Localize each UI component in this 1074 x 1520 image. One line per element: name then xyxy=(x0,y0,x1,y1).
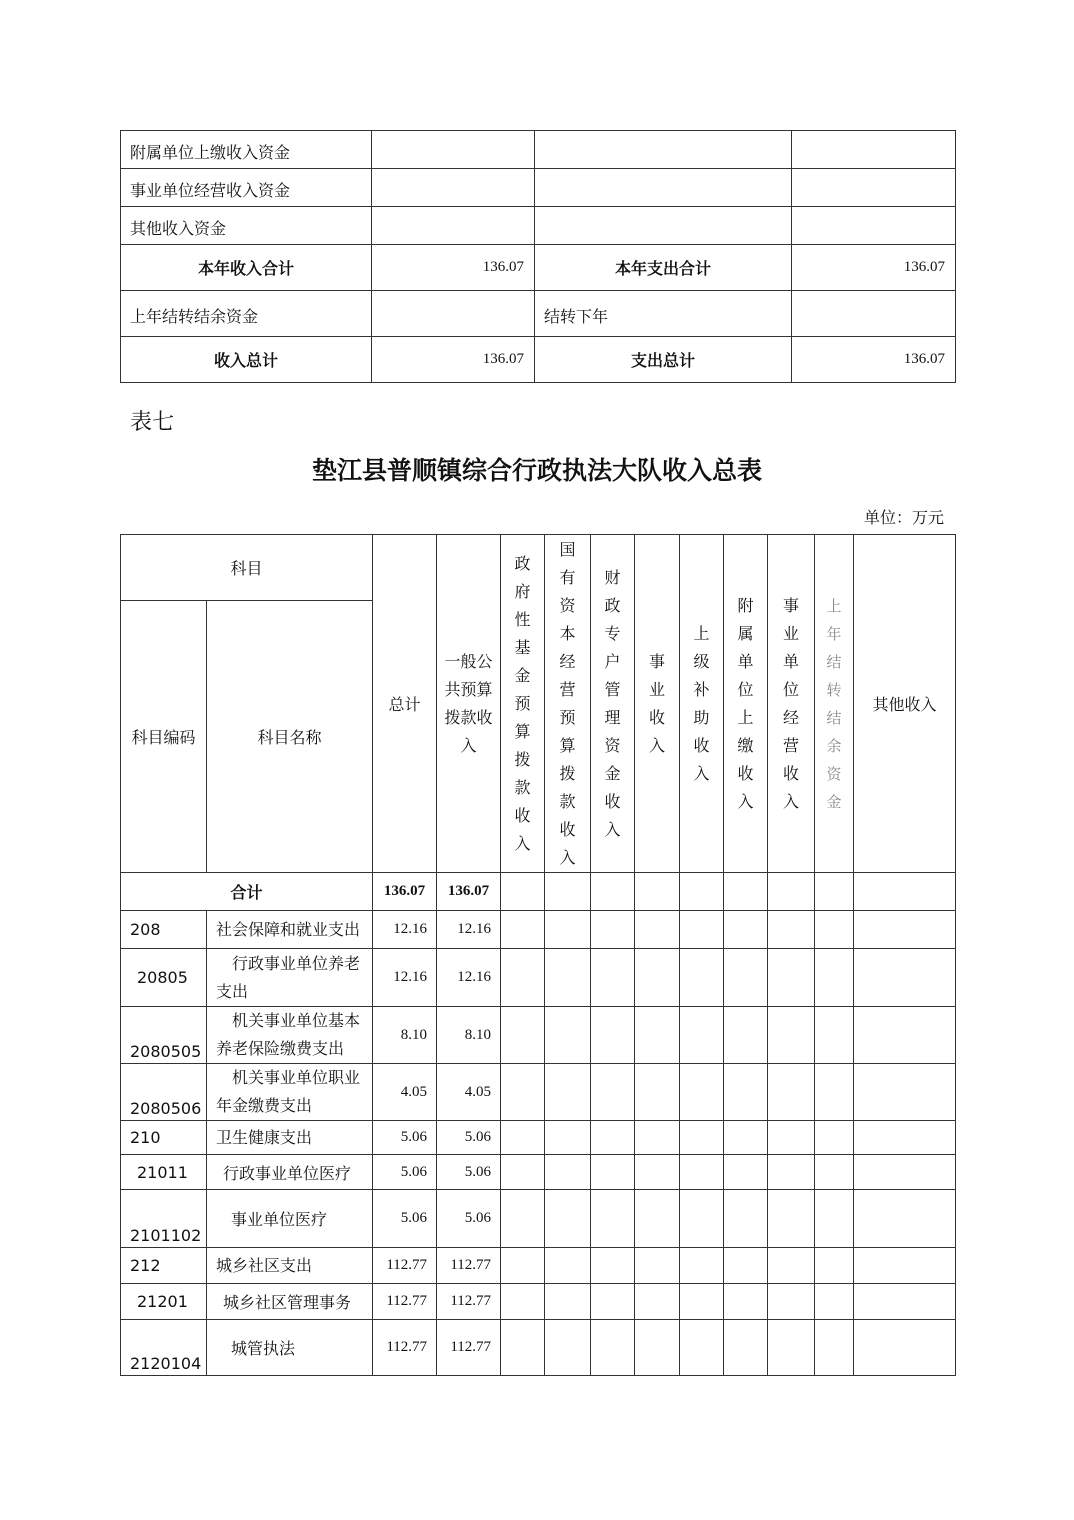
income-subtotal-value: 136.07 xyxy=(372,245,535,291)
carryover-header xyxy=(815,535,854,873)
subject-code: 208 xyxy=(121,911,207,949)
expense-label: 结转下年 xyxy=(535,291,792,337)
table-row xyxy=(121,1121,956,1155)
table-row xyxy=(121,131,956,169)
expense-subtotal-label: 本年支出合计 xyxy=(535,245,792,291)
sum-total: 136.07 xyxy=(373,873,437,911)
table-row xyxy=(121,1248,956,1284)
income-value xyxy=(372,131,535,169)
state-capital-header xyxy=(545,535,591,873)
row-total: 5.06 xyxy=(373,1190,437,1248)
subject-code: 21011 xyxy=(121,1155,207,1190)
subject-name: 事业单位医疗 xyxy=(207,1190,373,1248)
table-row xyxy=(121,1320,956,1376)
expense-value xyxy=(792,207,956,245)
affiliated-income-header-text: 附属单位上缴收入 xyxy=(737,595,754,811)
income-total-value: 136.07 xyxy=(372,337,535,383)
subject-code: 210 xyxy=(121,1121,207,1155)
row-total: 112.77 xyxy=(373,1248,437,1284)
gov-fund-header-text: 政府性基金预算拨款收入 xyxy=(514,553,531,853)
income-summary-table xyxy=(120,534,956,1376)
row-general: 5.06 xyxy=(437,1121,501,1155)
table-row xyxy=(121,1064,956,1121)
subject-code: 2101102 xyxy=(121,1190,207,1248)
subject-code: 21201 xyxy=(121,1284,207,1320)
subject-code: 2080506 xyxy=(121,1064,207,1121)
table-row xyxy=(121,911,956,949)
expense-value xyxy=(792,291,956,337)
income-expense-summary-table xyxy=(120,130,956,383)
subject-name: 城乡社区支出 xyxy=(207,1248,373,1284)
income-label: 附属单位上缴收入资金 xyxy=(121,131,372,169)
subject-name-line-2: 年金缴费支出 xyxy=(216,1096,313,1115)
sum-general: 136.07 xyxy=(437,873,501,911)
row-total: 5.06 xyxy=(373,1121,437,1155)
income-label: 其他收入资金 xyxy=(121,207,372,245)
affiliated-income-header xyxy=(724,535,768,873)
row-total: 4.05 xyxy=(373,1064,437,1121)
income-label: 事业单位经营收入资金 xyxy=(121,169,372,207)
table-row xyxy=(121,1155,956,1190)
expense-label xyxy=(535,131,792,169)
business-income-header xyxy=(635,535,680,873)
subject-header: 科目 xyxy=(121,535,373,601)
row-general: 5.06 xyxy=(437,1190,501,1248)
subject-name-line-2: 养老保险缴费支出 xyxy=(216,1039,345,1058)
row-total: 5.06 xyxy=(373,1155,437,1190)
row-total: 12.16 xyxy=(373,949,437,1007)
expense-subtotal-value: 136.07 xyxy=(792,245,956,291)
fiscal-special-header xyxy=(591,535,635,873)
subject-name-line-1: 行政事业单位养老 xyxy=(232,953,361,973)
subject-name: 行政事业单位医疗 xyxy=(207,1155,373,1190)
subject-name xyxy=(207,1064,373,1121)
row-general: 112.77 xyxy=(437,1284,501,1320)
superior-subsidy-header-text: 上级补助收入 xyxy=(693,623,710,783)
subject-code-header: 科目编码 xyxy=(121,601,207,873)
superior-subsidy-header xyxy=(680,535,724,873)
expense-value xyxy=(792,169,956,207)
income-value xyxy=(372,291,535,337)
subject-code: 2120104 xyxy=(121,1320,207,1376)
state-capital-header-text: 国有资本经营预算拨款收入 xyxy=(559,539,576,867)
income-label: 上年结转结余资金 xyxy=(121,291,372,337)
subject-name: 社会保障和就业支出 xyxy=(207,911,373,949)
row-general: 5.06 xyxy=(437,1155,501,1190)
row-total: 12.16 xyxy=(373,911,437,949)
other-income-header: 其他收入 xyxy=(854,535,956,873)
business-income-header-text: 事业收入 xyxy=(649,651,666,755)
expense-total-label: 支出总计 xyxy=(535,337,792,383)
table-row xyxy=(121,1007,956,1064)
operating-income-header-text: 事业单位经营收入 xyxy=(783,595,800,811)
expense-value xyxy=(792,131,956,169)
table-row xyxy=(121,1190,956,1248)
general-budget-header xyxy=(437,535,501,873)
expense-label xyxy=(535,207,792,245)
table-row xyxy=(121,291,956,337)
subject-code: 20805 xyxy=(121,949,207,1007)
row-total: 8.10 xyxy=(373,1007,437,1064)
carryover-header-text: 上年结转结余资金 xyxy=(826,596,842,811)
expense-total-value: 136.07 xyxy=(792,337,956,383)
table-row xyxy=(121,207,956,245)
subject-name: 城乡社区管理事务 xyxy=(207,1284,373,1320)
subject-name-line-2: 支出 xyxy=(216,981,249,1001)
fiscal-special-header-text: 财政专户管理资金收入 xyxy=(604,567,621,839)
row-general: 12.16 xyxy=(437,949,501,1007)
table-row xyxy=(121,337,956,383)
table-number-label: 表七 xyxy=(130,410,175,435)
subject-name-line-1: 机关事业单位职业 xyxy=(232,1068,361,1087)
row-general: 4.05 xyxy=(437,1064,501,1121)
subject-name-line-1: 机关事业单位基本 xyxy=(232,1011,361,1030)
subject-name: 卫生健康支出 xyxy=(207,1121,373,1155)
table-row xyxy=(121,1284,956,1320)
general-budget-header-text: 一般公共预算拨款收入 xyxy=(444,651,493,755)
gov-fund-header xyxy=(501,535,545,873)
subject-code: 212 xyxy=(121,1248,207,1284)
row-general: 112.77 xyxy=(437,1320,501,1376)
income-subtotal-label: 本年收入合计 xyxy=(121,245,372,291)
sum-label: 合计 xyxy=(121,873,373,911)
subject-code: 2080505 xyxy=(121,1007,207,1064)
unit-label: 单位：万元 xyxy=(863,508,944,527)
sum-row xyxy=(121,873,956,911)
operating-income-header xyxy=(768,535,815,873)
table-row xyxy=(121,169,956,207)
table-row xyxy=(121,245,956,291)
subject-name: 城管执法 xyxy=(207,1320,373,1376)
table-row xyxy=(121,949,956,1007)
subject-name-header: 科目名称 xyxy=(207,601,373,873)
row-total: 112.77 xyxy=(373,1320,437,1376)
row-general: 8.10 xyxy=(437,1007,501,1064)
total-header: 总计 xyxy=(373,535,437,873)
row-general: 12.16 xyxy=(437,911,501,949)
subject-name xyxy=(207,949,373,1007)
row-total: 112.77 xyxy=(373,1284,437,1320)
income-total-label: 收入总计 xyxy=(121,337,372,383)
page-title: 垫江县普顺镇综合行政执法大队收入总表 xyxy=(311,456,762,485)
header-row xyxy=(121,535,956,601)
subject-name xyxy=(207,1007,373,1064)
income-value xyxy=(372,207,535,245)
income-value xyxy=(372,169,535,207)
row-general: 112.77 xyxy=(437,1248,501,1284)
expense-label xyxy=(535,169,792,207)
